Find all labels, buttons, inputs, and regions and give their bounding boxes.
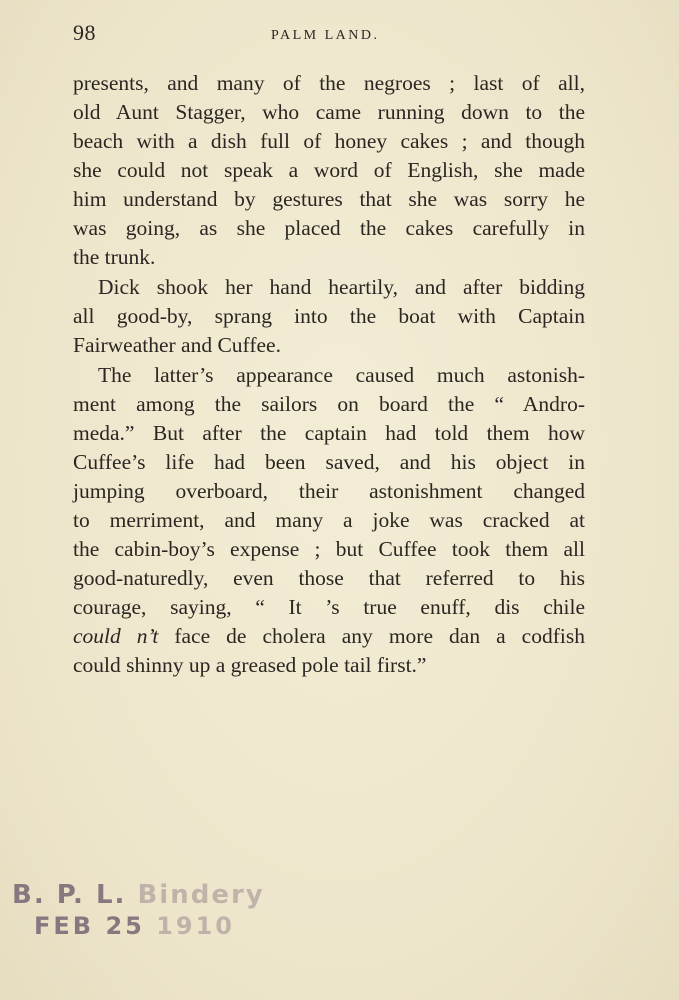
page-header (73, 20, 585, 50)
text-line-rest: face de cholera any more dan a codfish (174, 624, 585, 648)
text-line: Cuffee’s life had been saved, and his object in (73, 450, 585, 474)
text-line: all good-by, sprang into the boat with Captain (73, 304, 585, 328)
text-line: old Aunt Stagger, who came running down to the (73, 100, 585, 124)
stamp-line-library (12, 880, 265, 910)
running-head: PALM LAND. (271, 28, 380, 43)
text-line: Dick shook her hand heartily, and after bidding (98, 275, 585, 299)
stamp-library-initials: B. P. L. (12, 880, 127, 910)
text-line: she could not speak a word of English, she made (73, 158, 585, 182)
text-line: The latter’s appearance caused much astonish- (98, 363, 585, 387)
stamp-line-date (34, 912, 235, 940)
text-line: to merriment, and many a joke was cracked at (73, 508, 585, 532)
body-text (73, 69, 585, 680)
text-line: meda.” But after the captain had told them how (73, 421, 585, 445)
text-line: was going, as she placed the cakes carefully in (73, 216, 585, 240)
text-line: beach with a dish full of honey cakes ; and though (73, 129, 585, 153)
text-line-with-italic (73, 622, 585, 651)
text-line: ment among the sailors on board the “ Andro- (73, 392, 585, 416)
text-line: courage, saying, “ It ’s true enuff, dis chile (73, 595, 585, 619)
stamp-date-year: 1910 (156, 912, 235, 940)
text-line: Fairweather and Cuffee. (73, 333, 281, 357)
text-line: him understand by gestures that she was sorry he (73, 187, 585, 211)
stamp-bindery-word: Bindery (137, 880, 265, 910)
text-line: could shinny up a greased pole tail first.” (73, 653, 427, 677)
text-line: jumping overboard, their astonishment changed (73, 479, 585, 503)
stamp-date-day: FEB 25 (34, 912, 145, 940)
library-bindery-stamp (6, 880, 265, 950)
italic-word: could n’t (73, 624, 159, 648)
text-line: good-naturedly, even those that referred to his (73, 566, 585, 590)
text-line: the cabin-boy’s expense ; but Cuffee took them all (73, 537, 585, 561)
text-line: presents, and many of the negroes ; last of all, (73, 71, 585, 95)
page-number: 98 (73, 20, 96, 45)
text-line: the trunk. (73, 245, 156, 269)
